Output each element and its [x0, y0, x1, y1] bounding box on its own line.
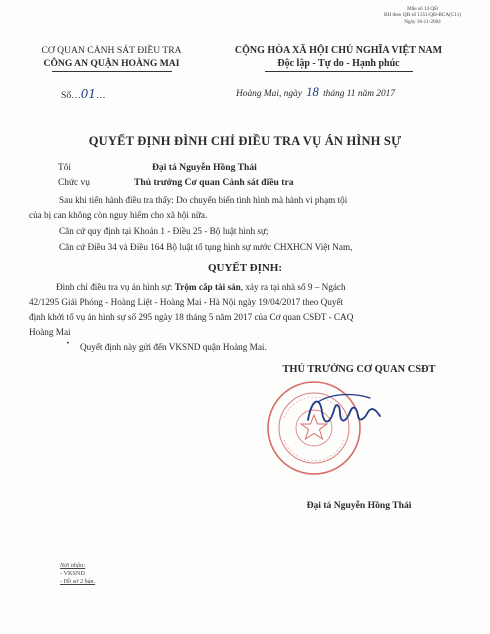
decision-crime: Trộm cắp tài sản — [174, 282, 241, 292]
decision-paragraph-line3: định khởi tố vụ án hình sự số 295 ngày 18 tháng 5 năm 2017 của Cơ quan CSĐT - CAQ — [29, 312, 354, 322]
signer-name: Đại tá Nguyễn Hồng Thái — [306, 500, 412, 511]
document-date — [236, 85, 395, 100]
form-code — [370, 6, 475, 25]
agency-line2: CÔNG AN QUẬN HOÀNG MAI — [43, 58, 180, 69]
basis-paragraph-line1: Sau khi tiến hành điều tra thấy: Do chuyển biến tình hình mà hành vi phạm tội — [59, 195, 348, 205]
signature-title: THỦ TRƯỞNG CƠ QUAN CSĐT — [282, 364, 436, 375]
date-prefix: Hoàng Mai, ngày — [236, 89, 302, 99]
recipient-item-1: - VKSND — [60, 570, 85, 577]
decision-prefix: Đình chỉ điều tra vụ án hình sự: — [56, 282, 175, 292]
doc-number-label: Số — [61, 90, 72, 101]
date-year: năm 2017 — [357, 89, 396, 99]
decision-heading: QUYẾT ĐỊNH: — [207, 262, 283, 274]
handwritten-signature — [300, 388, 395, 443]
decision-paragraph-2: Quyết định này gửi đến VKSND quận Hoàng Mai. — [80, 342, 267, 352]
issuer-position-label: Chức vụ — [58, 178, 90, 188]
basis-paragraph-line2: của bị can không còn nguy hiểm cho xã hội nữa. — [29, 210, 208, 220]
issuer-name-value: Đại tá Nguyễn Hồng Thái — [152, 162, 257, 173]
issuer-position-value: Thủ trưởng Cơ quan Cảnh sát điều tra — [134, 177, 294, 188]
form-code-line3: Ngày 18-11-2004 — [404, 18, 441, 25]
issuer-name-label: Tôi — [58, 163, 72, 173]
date-month: tháng 11 — [323, 89, 356, 99]
basis-paragraph-2: Căn cứ quy định tại Khoản 1 - Điều 25 - Bộ luật hình sự; — [59, 226, 269, 236]
document-title: QUYẾT ĐỊNH ĐÌNH CHỈ ĐIỀU TRA VỤ ÁN HÌNH SỰ — [88, 134, 402, 148]
recipient-item-2: - Hồ sơ 2 bản. — [60, 578, 96, 585]
agency-underline — [52, 71, 172, 72]
doc-number-value: 01 — [80, 87, 97, 101]
basis-paragraph-3: Căn cứ Điều 34 và Điều 164 Bộ luật tố tụng hình sự nước CHXHCN Việt Nam, — [59, 242, 353, 252]
nation-line2: Độc lập - Tự do - Hạnh phúc — [277, 58, 400, 69]
form-code-line1: Mẫu số 14 QĐ — [407, 6, 438, 12]
recipients — [60, 562, 95, 586]
motto-underline — [265, 71, 413, 72]
agency-line1: CƠ QUAN CẢNH SÁT ĐIỀU TRA — [41, 45, 182, 56]
nation-line1: CỘNG HÒA XÃ HỘI CHỦ NGHĨA VIỆT NAM — [234, 45, 443, 56]
document-number: Số…01… — [61, 87, 106, 101]
bullet-mark: · — [66, 337, 70, 349]
decision-paragraph-line1 — [56, 280, 346, 295]
decision-paragraph-line4: Hoàng Mai — [29, 327, 71, 337]
date-day: 18 — [306, 85, 319, 99]
nation-header — [196, 44, 481, 70]
recipients-label: Nơi nhận: — [60, 562, 86, 569]
decision-line1-rest: , xảy ra tại nhà số 9 – Ngách — [240, 282, 346, 292]
form-code-line2: BH theo QĐ số 1351/QĐ-BCA(C11) — [383, 12, 462, 19]
decision-paragraph-line2: 42/1295 Giải Phóng - Hoàng Liệt - Hoàng Mai - Hà Nội ngày 19/04/2017 theo Quyết — [29, 297, 344, 307]
agency-header — [24, 44, 199, 70]
